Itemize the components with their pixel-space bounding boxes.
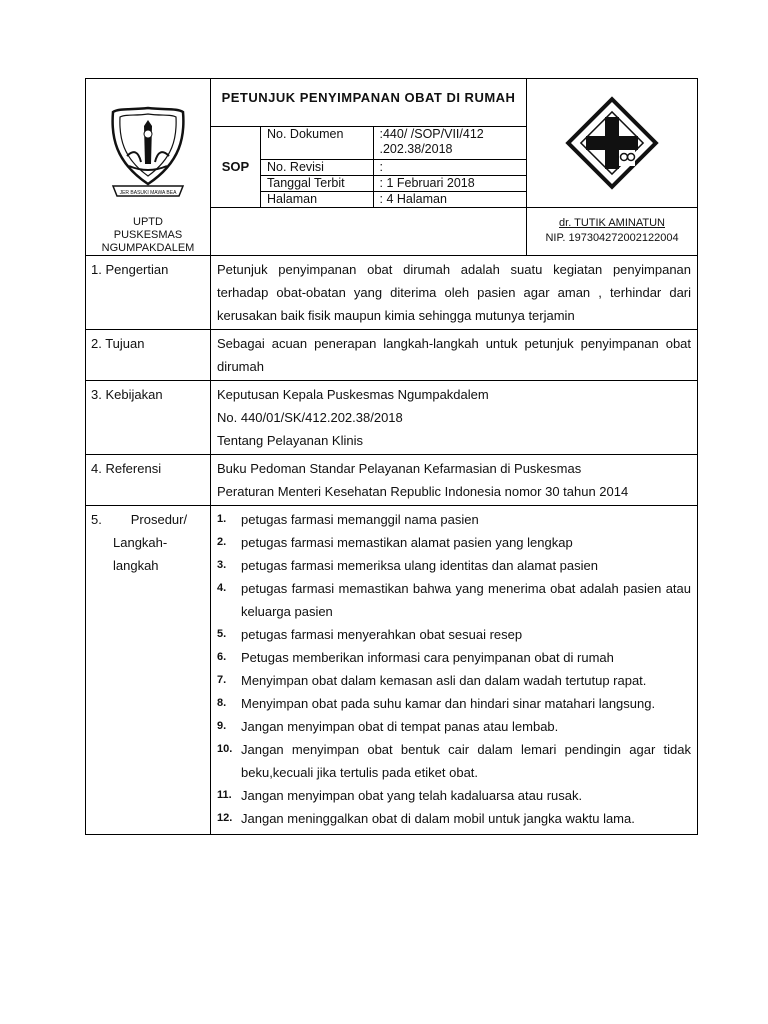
document-title — [211, 79, 527, 127]
list-item — [217, 692, 691, 715]
step-number: 4. — [217, 582, 227, 594]
step-number: 9. — [217, 720, 227, 732]
sop-document — [85, 78, 697, 835]
sop-table — [85, 78, 698, 835]
document-meta — [261, 127, 527, 208]
step-text: Petugas memberikan informasi cara penyimpanan obat di rumah — [241, 650, 614, 665]
list-item — [217, 807, 691, 830]
list-item — [217, 623, 691, 646]
meta-value-dokumen: :440/ /SOP/VII/412 .202.38/2018 — [373, 127, 526, 159]
referensi-line: Peraturan Menteri Kesehatan Republic Indonesia nomor 30 tahun 2014 — [217, 484, 629, 499]
header-blank-cell — [211, 207, 527, 255]
section-pengertian — [86, 256, 698, 330]
list-item — [217, 554, 691, 577]
referensi-line: Buku Pedoman Standar Pelayanan Kefarmasian di Puskesmas — [217, 461, 582, 476]
kebijakan-line: Keputusan Kepala Puskesmas Ngumpakdalem — [217, 387, 489, 402]
signer-nip: NIP. 197304272002122004 — [545, 232, 679, 245]
pengertian-text: Petunjuk penyimpanan obat dirumah adalah suatu kegiatan penyimpanan terhadap obat-obatan yang diterima oleh pasien agar aman , terhindar dari kerusakan baik fisik maupun kimia sehingga mutunya terjamin — [217, 262, 692, 323]
section-tujuan — [86, 330, 698, 381]
section-content — [211, 455, 698, 506]
section-label: 4. Referensi — [86, 455, 211, 506]
health-logo-cell — [527, 79, 698, 208]
list-item — [217, 508, 691, 531]
step-number: 5. — [217, 628, 227, 640]
section-content — [211, 330, 698, 381]
prosedur-label-line: Langkah- — [113, 535, 168, 550]
step-text: petugas farmasi memastikan bahwa yang menerima obat adalah pasien atau keluarga pasien — [241, 581, 692, 619]
step-text: Jangan meninggalkan obat di dalam mobil untuk jangka waktu lama. — [241, 811, 635, 826]
step-text: Jangan menyimpan obat bentuk cair dalam lemari pendingin agar tidak beku,kecuali jika tertulis pada etiket obat. — [241, 742, 692, 780]
meta-value-halaman: : 4 Halaman — [373, 191, 526, 207]
list-item — [217, 784, 691, 807]
step-text: petugas farmasi menyerahkan obat sesuai resep — [241, 627, 523, 642]
prosedur-label-line: 5. Prosedur/ — [91, 512, 188, 527]
section-referensi — [86, 455, 698, 506]
prosedur-label-line: langkah — [113, 558, 159, 573]
section-kebijakan — [86, 381, 698, 455]
step-number: 3. — [217, 559, 227, 571]
org-line-puskesmas: PUSKESMAS — [113, 229, 183, 241]
section-label: 2. Tujuan — [86, 330, 211, 381]
step-text: Jangan menyimpan obat yang telah kadaluarsa atau rusak. — [241, 788, 583, 803]
signer-name: dr. TUTIK AMINATUN — [559, 217, 665, 230]
step-number: 8. — [217, 697, 227, 709]
step-text: Jangan menyimpan obat di tempat panas atau lembab. — [241, 719, 559, 734]
kebijakan-line: No. 440/01/SK/412.202.38/2018 — [217, 410, 403, 425]
meta-label-tanggal: Tanggal Terbit — [261, 175, 373, 191]
list-item — [217, 646, 691, 669]
meta-label-dokumen: No. Dokumen — [261, 127, 373, 159]
step-number: 1. — [217, 513, 227, 525]
list-item — [217, 715, 691, 738]
meta-label-halaman: Halaman — [261, 191, 373, 207]
step-number: 10. — [217, 743, 233, 755]
regency-emblem-icon — [103, 104, 193, 204]
meta-label-revisi: No. Revisi — [261, 159, 373, 175]
org-name — [86, 216, 210, 255]
kebijakan-line: Tentang Pelayanan Klinis — [217, 433, 363, 448]
list-item — [217, 531, 691, 554]
list-item — [217, 669, 691, 692]
step-number: 12. — [217, 812, 233, 824]
section-prosedur — [86, 506, 698, 835]
sop-label: SOP — [211, 127, 261, 208]
step-text: petugas farmasi memanggil nama pasien — [241, 512, 479, 527]
section-content — [211, 256, 698, 330]
prosedur-steps — [217, 508, 691, 830]
step-number: 6. — [217, 651, 227, 663]
puskesmas-logo-icon — [562, 93, 662, 193]
step-text: Menyimpan obat dalam kemasan asli dan dalam wadah tertutup rapat. — [241, 673, 647, 688]
signer-block — [527, 207, 698, 255]
step-number: 7. — [217, 674, 227, 686]
regency-logo-cell — [86, 79, 211, 256]
step-text: petugas farmasi memeriksa ulang identitas dan alamat pasien — [241, 558, 598, 573]
meta-value-tanggal: : 1 Februari 2018 — [373, 175, 526, 191]
section-content — [211, 506, 698, 835]
step-number: 2. — [217, 536, 227, 548]
list-item — [217, 738, 691, 784]
tujuan-text: Sebagai acuan penerapan langkah-langkah untuk petunjuk penyimpanan obat dirumah — [217, 336, 692, 374]
list-item — [217, 577, 691, 623]
section-label: 1. Pengertian — [86, 256, 211, 330]
meta-value-revisi: : — [373, 159, 526, 175]
section-content — [211, 381, 698, 455]
step-text: Menyimpan obat pada suhu kamar dan hindari sinar matahari langsung. — [241, 696, 656, 711]
section-label: 3. Kebijakan — [86, 381, 211, 455]
step-text: petugas farmasi memastikan alamat pasien yang lengkap — [241, 535, 573, 550]
section-label — [86, 506, 211, 835]
document-title-text: PETUNJUK PENYIMPANAN OBAT DI RUMAH — [221, 90, 516, 105]
step-number: 11. — [217, 789, 232, 801]
org-line-uptd: UPTD — [133, 216, 163, 228]
org-line-ngumpakdalem: NGUMPAKDALEM — [101, 242, 195, 254]
emblem-motto: JER BASUKI MAWA BEA — [119, 190, 177, 196]
